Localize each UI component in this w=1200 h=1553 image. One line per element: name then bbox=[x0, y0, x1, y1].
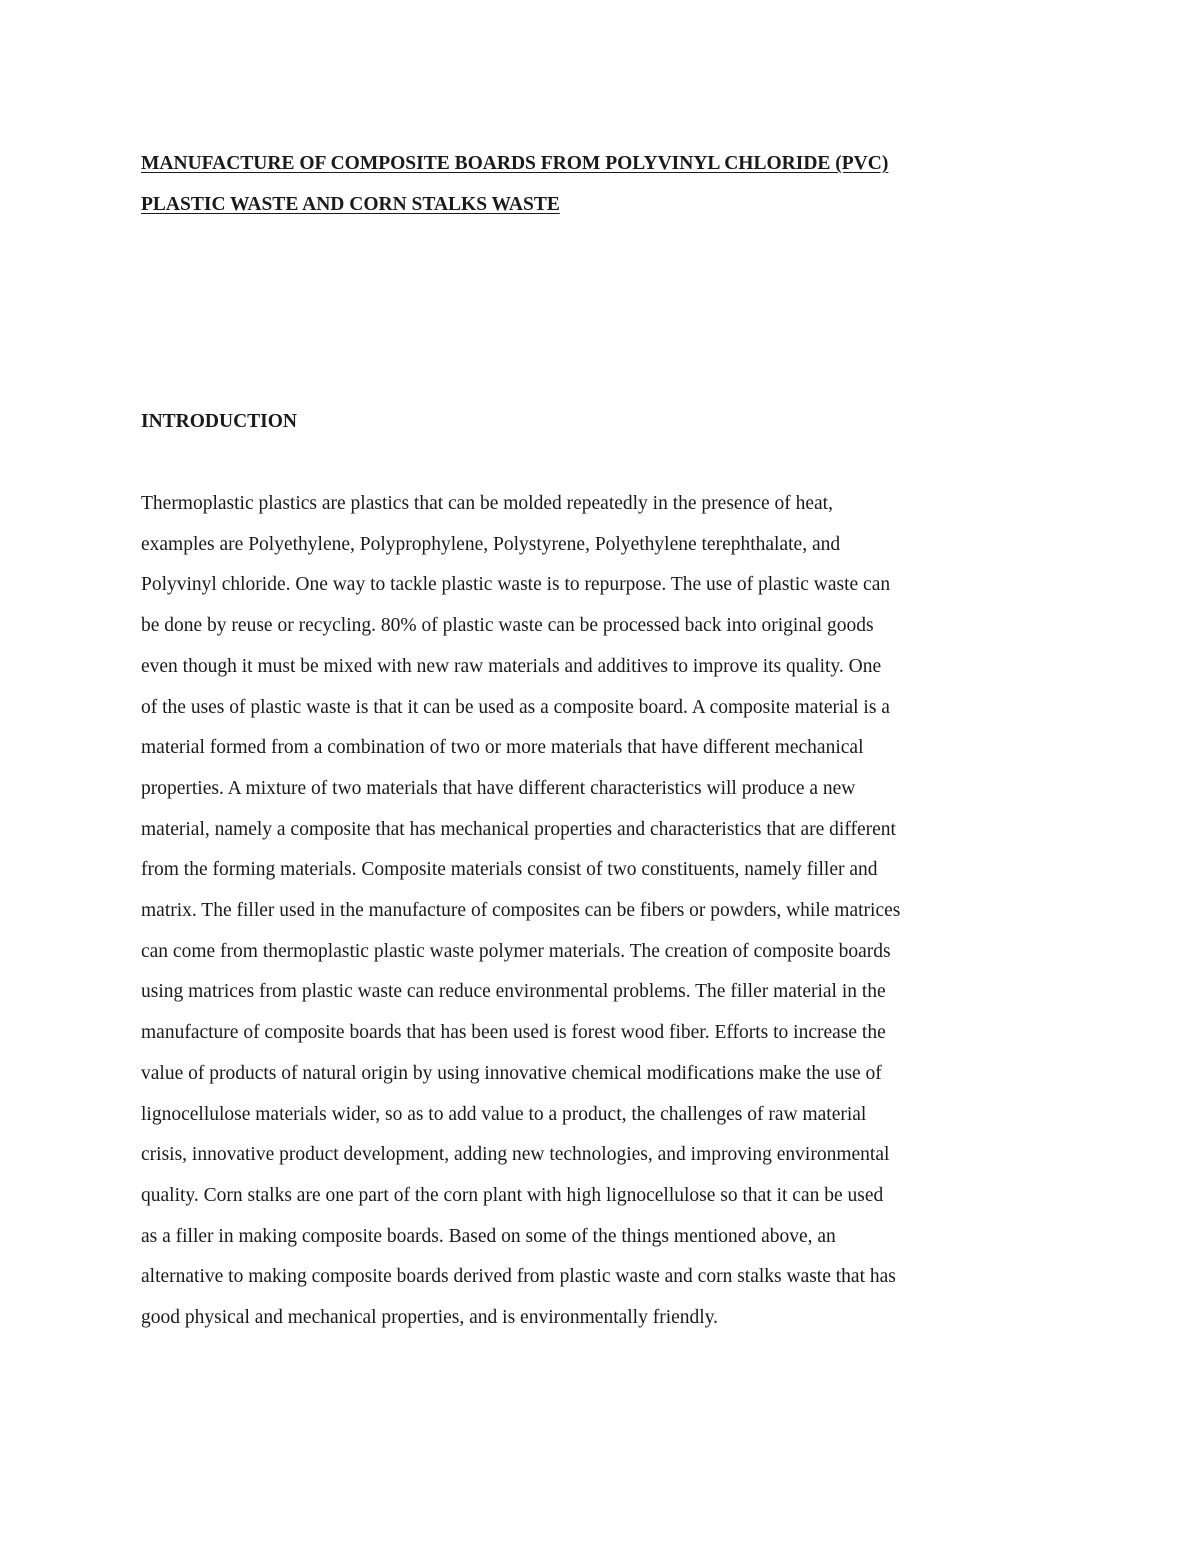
paragraph-line: as a filler in making composite boards. Based on some of the things mentioned above, an bbox=[141, 1225, 836, 1247]
paragraph-line: lignocellulose materials wider, so as to add value to a product, the challenges of raw material bbox=[141, 1103, 867, 1125]
paragraph-line: matrix. The filler used in the manufacture of composites can be fibers or powders, while matrices bbox=[141, 900, 901, 922]
paragraph-line: be done by reuse or recycling. 80% of plastic waste can be processed back into original goods bbox=[141, 615, 874, 637]
paragraph-line: material formed from a combination of two or more materials that have different mechanical bbox=[141, 737, 864, 759]
paragraph-line: using matrices from plastic waste can reduce environmental problems. The filler material in the bbox=[141, 981, 886, 1003]
paragraph-line: of the uses of plastic waste is that it can be used as a composite board. A composite material is a bbox=[141, 696, 890, 718]
paragraph-line: quality. Corn stalks are one part of the corn plant with high lignocellulose so that it can be used bbox=[141, 1184, 884, 1206]
paragraph-line: from the forming materials. Composite materials consist of two constituents, namely filler and bbox=[141, 859, 878, 881]
paragraph-line: good physical and mechanical properties, and is environmentally friendly. bbox=[141, 1307, 719, 1329]
paragraph-line: alternative to making composite boards derived from plastic waste and corn stalks waste that has bbox=[141, 1266, 896, 1288]
paragraph-line: value of products of natural origin by using innovative chemical modifications make the use of bbox=[141, 1062, 882, 1084]
paragraph-line: can come from thermoplastic plastic waste polymer materials. The creation of composite boards bbox=[141, 940, 891, 962]
paragraph-line: manufacture of composite boards that has been used is forest wood fiber. Efforts to increase the bbox=[141, 1022, 886, 1044]
paragraph-line: properties. A mixture of two materials that have different characteristics will produce a new bbox=[141, 777, 856, 799]
introduction-paragraph bbox=[141, 484, 1071, 1339]
paragraph-line: material, namely a composite that has mechanical properties and characteristics that are different bbox=[141, 818, 896, 840]
title-line: PLASTIC WASTE AND CORN STALKS WASTE bbox=[141, 194, 560, 215]
title-line: MANUFACTURE OF COMPOSITE BOARDS FROM POLYVINYL CHLORIDE (PVC) bbox=[141, 153, 889, 174]
paragraph-line: crisis, innovative product development, adding new technologies, and improving environmental bbox=[141, 1144, 890, 1166]
paragraph-line: examples are Polyethylene, Polyprophylene, Polystyrene, Polyethylene terephthalate, and bbox=[141, 533, 841, 555]
paragraph-line: Polyvinyl chloride. One way to tackle plastic waste is to repurpose. The use of plastic waste can bbox=[141, 574, 891, 596]
section-heading: INTRODUCTION bbox=[141, 411, 298, 432]
paragraph-line: Thermoplastic plastics are plastics that can be molded repeatedly in the presence of heat, bbox=[141, 493, 833, 514]
document-title bbox=[141, 143, 1081, 225]
paragraph-line: even though it must be mixed with new raw materials and additives to improve its quality. One bbox=[141, 655, 882, 677]
